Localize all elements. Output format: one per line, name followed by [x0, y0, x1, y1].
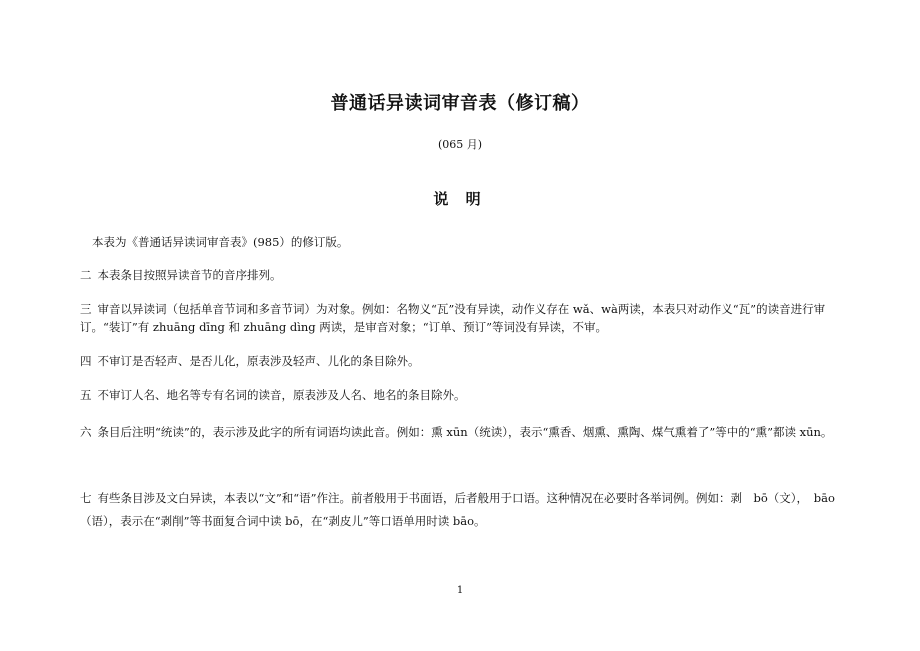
page-number: 1: [456, 585, 464, 596]
item-number: 四: [80, 354, 92, 368]
explanation-item-6: [80, 421, 850, 444]
document-subtitle: (065 月): [437, 138, 483, 151]
item-text: 不审订是否轻声、是否儿化，原表涉及轻声、儿化的条目除外。: [97, 354, 420, 368]
item-number: 三: [80, 302, 92, 316]
item-text: 本表条目按照异读音节的音序排列。: [97, 268, 282, 282]
item-text: 审音以异读词（包括单音节词和多音节词）为对象。例如：名物义“瓦”没有异读，动作义存在 wǎ、wà两读，本表只对动作义“瓦”的读音进行审订。“装订”有 zhuāng dīng 和 zhuāng dìng 两读，是审音对象；“订单、预订”等词没有异读，不审。: [80, 302, 826, 334]
section-heading: 说 明: [433, 190, 487, 208]
explanation-item-2: [80, 266, 850, 284]
explanation-item-3: [80, 300, 850, 336]
document-title: 普通话异读词审音表（修订稿）: [330, 93, 590, 114]
item-number: 二: [80, 268, 92, 282]
explanation-item-4: [80, 352, 850, 370]
item-text: 条目后注明“统读”的，表示涉及此字的所有词语均读此音。例如：熏 xūn（统读），表示“熏香、烟熏、熏陶、煤气熏着了”等中的“熏”都读 xūn。: [97, 425, 833, 439]
item-text: 有些条目涉及文白异读，本表以“文”和“语”作注。前者般用于书面语，后者般用于口语。这种情况在必要时各举词例。例如：剥 bō（文）， bāo（语），表示在“剥削”等书面复合词中读 bō，在“剥皮儿”等口语单用时读 bāo。: [80, 491, 835, 528]
item-number: 七: [80, 491, 92, 505]
explanation-item-5: [80, 386, 850, 404]
explanation-item-1: [86, 233, 856, 251]
item-text: 不审订人名、地名等专有名词的读音，原表涉及人名、地名的条目除外。: [97, 388, 466, 402]
item-number: 六: [80, 425, 92, 439]
explanation-item-7: [80, 487, 850, 533]
item-text: 本表为《普通话异读词审音表》(985）的修订版。: [92, 235, 349, 249]
item-number: 五: [80, 388, 92, 402]
